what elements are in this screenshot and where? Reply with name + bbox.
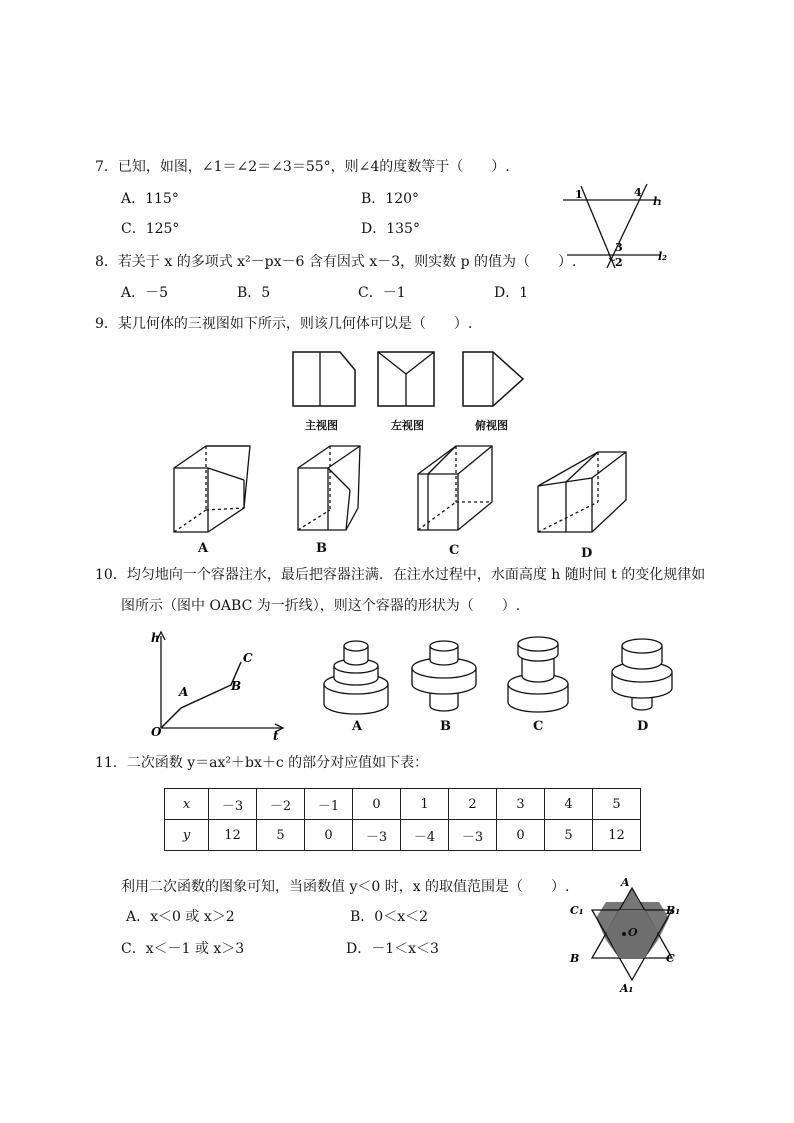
view-caption-front: 主视图 <box>305 419 338 432</box>
container-b <box>412 641 476 711</box>
q7-label-1: 1 <box>575 188 583 201</box>
point-a-label: A <box>179 685 189 699</box>
q9-stem: 9．某几何体的三视图如下所示，则该几何体可以是（ ）. <box>95 316 473 332</box>
q7-option-d: D．135° <box>361 221 420 237</box>
axis-t-label: t <box>273 729 279 740</box>
point-b-label: B <box>231 679 242 693</box>
center-point-o <box>622 932 626 936</box>
container-c <box>508 637 568 712</box>
fig-label-a1: A₁ <box>620 982 634 995</box>
table-cell: 0 <box>305 820 353 851</box>
q9-option-a: A <box>198 541 209 556</box>
fig-label-b1: B₁ <box>666 904 681 917</box>
front-view <box>293 352 355 406</box>
table-cell: －3 <box>449 820 497 851</box>
solid-d <box>538 452 626 532</box>
origin-label: O <box>151 725 162 739</box>
polyline-oabc <box>161 662 241 728</box>
q8-option-c: C．－1 <box>358 285 406 301</box>
fig-label-a: A <box>621 876 630 889</box>
q11-option-a: A．x＜0 或 x＞2 <box>126 909 235 925</box>
table-cell: 12 <box>209 820 257 851</box>
q7-label-4: 4 <box>634 186 642 199</box>
q8-stem: 8．若关于 x 的多项式 x²－px－6 含有因式 x－3，则实数 p 的值为（ ）. <box>95 254 577 270</box>
q9-option-d: D <box>581 546 593 561</box>
q10-option-b: B <box>440 719 451 734</box>
solid-a <box>174 446 250 532</box>
table-cell: 5 <box>545 820 593 851</box>
q7-label-l2: l₂ <box>658 250 667 263</box>
q11-option-b: B．0＜x＜2 <box>350 909 428 925</box>
axis-h-label: h <box>151 631 160 645</box>
fig-label-b: B <box>570 952 580 965</box>
q9-option-c: C <box>449 543 460 558</box>
q11-stem: 11．二次函数 y＝ax²＋bx＋c 的部分对应值如下表： <box>95 755 429 771</box>
fig-label-o: O <box>628 926 638 939</box>
q7-label-2: 2 <box>615 256 623 269</box>
table-cell: 4 <box>545 789 593 820</box>
q10-option-c: C <box>533 719 544 734</box>
table-row-y <box>165 820 641 851</box>
table-cell: 2 <box>449 789 497 820</box>
q11-option-d: D．－1＜x＜3 <box>346 941 439 957</box>
view-caption-top: 俯视图 <box>475 419 508 432</box>
container-a <box>324 641 388 714</box>
table-cell: －1 <box>305 789 353 820</box>
table-cell: 0 <box>497 820 545 851</box>
table-row-x <box>165 789 641 820</box>
table-cell: －3 <box>353 820 401 851</box>
q9-option-b: B <box>316 541 327 556</box>
table-cell-x-label: x <box>165 789 209 820</box>
table-cell: 5 <box>257 820 305 851</box>
q8-option-b: B．5 <box>237 285 271 301</box>
left-view <box>378 352 434 406</box>
q11-sub-question: 利用二次函数的图象可知，当函数值 y＜0 时，x 的取值范围是（ ）. <box>121 879 570 895</box>
q8-option-d: D．1 <box>494 285 529 301</box>
container-d <box>612 639 672 710</box>
q11-value-table <box>164 788 641 851</box>
table-cell-y-label: y <box>165 820 209 851</box>
q10-stem-line1: 10．均匀地向一个容器注水，最后把容器注满．在注水过程中，水面高度 h 随时间 t 的变化规律如 <box>95 567 706 583</box>
solid-b <box>298 446 360 530</box>
q7-label-3: 3 <box>615 241 623 254</box>
solid-c <box>418 446 492 530</box>
q7-option-c: C．125° <box>121 221 180 237</box>
q11-hexagram-figure <box>562 874 692 998</box>
point-c-label: C <box>243 651 253 665</box>
table-cell: 0 <box>353 789 401 820</box>
q7-stem: 7．已知，如图，∠1＝∠2＝∠3＝55°，则∠4的度数等于（ ）. <box>95 159 510 175</box>
table-cell: －2 <box>257 789 305 820</box>
fig-label-c: C <box>666 952 675 965</box>
transversal-left <box>581 186 615 268</box>
q7-option-a: A．115° <box>121 191 179 207</box>
q8-option-a: A．－5 <box>121 285 169 301</box>
q9-three-views <box>285 348 530 410</box>
q10-container-options <box>318 632 698 718</box>
table-cell: －3 <box>209 789 257 820</box>
table-cell: 5 <box>593 789 641 820</box>
table-cell: 12 <box>593 820 641 851</box>
q10-option-a: A <box>352 719 363 734</box>
q7-option-b: B．120° <box>361 191 420 207</box>
table-cell: 1 <box>401 789 449 820</box>
q10-stem-line2: 图所示（图中 OABC 为一折线），则这个容器的形状为（ ）. <box>121 598 521 614</box>
q11-option-c: C．x＜－1 或 x＞3 <box>121 941 245 957</box>
q7-label-l1: l₁ <box>653 195 662 208</box>
top-view <box>463 352 523 406</box>
table-cell: －4 <box>401 820 449 851</box>
table-cell: 3 <box>497 789 545 820</box>
fig-label-c1: C₁ <box>570 904 584 917</box>
q9-solid-options <box>160 440 640 538</box>
q10-height-time-graph <box>145 628 290 740</box>
view-caption-left: 左视图 <box>391 419 424 432</box>
q10-option-d: D <box>637 719 649 734</box>
